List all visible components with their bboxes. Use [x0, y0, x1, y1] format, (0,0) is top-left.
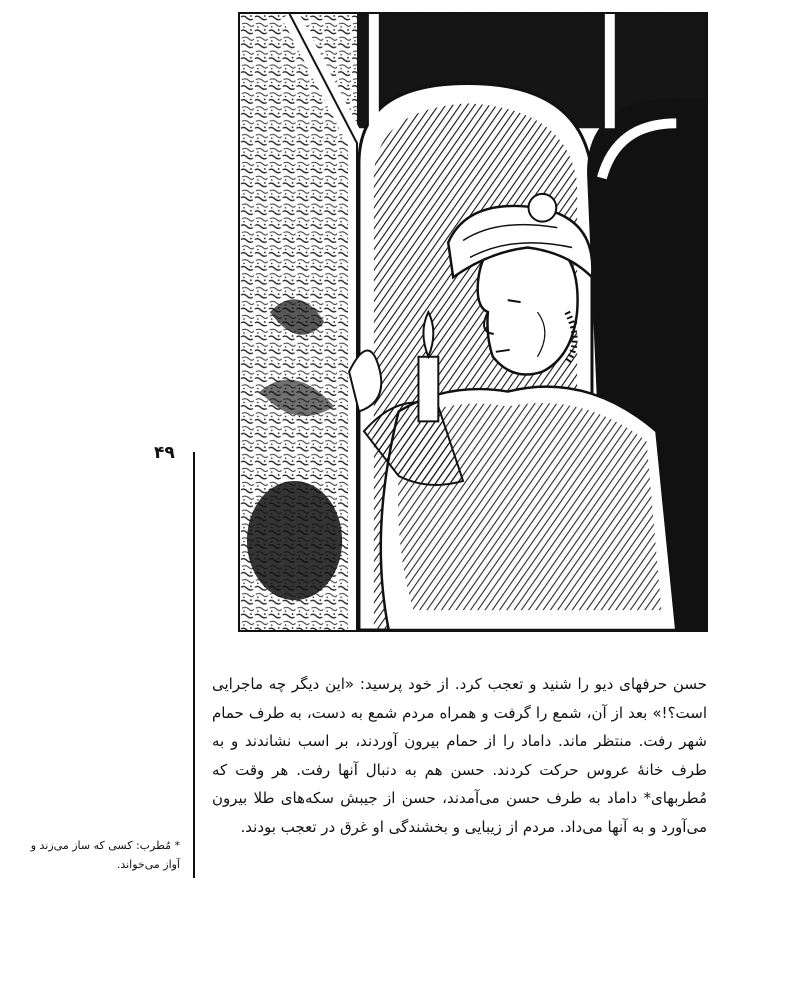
page-number: ۴۹: [154, 443, 175, 463]
footnote: * مُطرب: کسی که ساز می‌زند و آواز می‌خواند.: [30, 839, 180, 871]
margin-rule: [193, 452, 195, 878]
story-text: [212, 670, 707, 841]
dark-shadow-patch: [247, 481, 342, 600]
candle: [418, 357, 438, 422]
story-paragraph: حسن حرفهای دیو را شنید و تعجب کرد. از خود پرسید: «این دیگر چه ماجرایی است؟!» بعد از آن، شمع را گرفت و همراه مردم شمع به دست، به طرف حمام شهر رفت. منتظر ماند. داماد را از حمام بیرون آوردند، بر اسب نشاندند و به طرف خانهٔ عروس حرکت کردند. حسن هم به دنبال آنها رفت. هر وقت که مُطربهای* داماد به طرف حسن می‌آمدند، حسن از جیبش سکه‌های طلا بیرون می‌آورد و به آنها می‌داد. مردم از زیبایی و بخشندگی او غرق در تعجب بودند.: [212, 675, 707, 836]
illustration: [238, 12, 708, 632]
illustration-drawing: [240, 14, 706, 630]
